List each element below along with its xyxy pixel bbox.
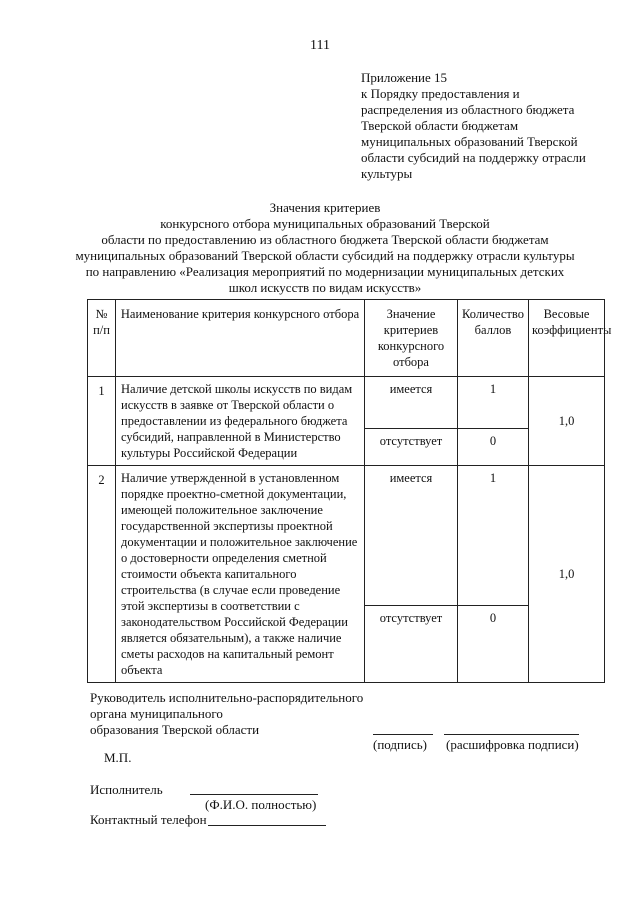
table-header-row [88, 300, 605, 377]
signature-label: (подпись) [373, 737, 427, 752]
header-score: Количество баллов [458, 300, 529, 377]
row-value-yes: имеется [365, 466, 458, 606]
executor-label: Исполнитель [90, 782, 163, 797]
title-line: по направлению «Реализация мероприятий по модернизации муниципальных детских [85, 264, 565, 279]
head-signature-block [90, 690, 390, 738]
row-num: 1 [88, 377, 116, 466]
row-criterion-name: Наличие утвержденной в установленном порядке проектно-сметной документации, имеющей положительное заключение государственной экспертизы проектной документации и положительное заключение о достоверности определения сметной стоимости объекта капитального строительства (в случае если проведение этой экспертизы в соответствии с законодательством Российской Федерации является обязательным), а также наличие сметы расходов на капитальный ремонт объекта [116, 466, 365, 683]
appendix-line: области субсидий на поддержку отрасли [361, 150, 586, 165]
appendix-line: Приложение 15 [361, 70, 448, 85]
phone-label: Контактный телефон [90, 812, 207, 827]
head-line: органа муниципального [90, 706, 223, 721]
row-score-no: 0 [458, 606, 529, 683]
signature-line [373, 734, 433, 735]
row-score-yes: 1 [458, 466, 529, 606]
page-number: 111 [310, 38, 330, 53]
row-criterion-name: Наличие детской школы искусств по видам искусств в заявке от Тверской области о предоставлении из федерального бюджета субсидий, направленной в Министерство культуры Российской Федерации [116, 377, 365, 466]
document-title [70, 200, 580, 296]
title-line: Значения критериев [269, 200, 381, 215]
title-line: конкурсного отбора муниципальных образований Тверской [160, 216, 490, 231]
header-num: № п/п [88, 300, 116, 377]
appendix-line: Тверской области бюджетам [361, 118, 519, 133]
head-line: Руководитель исполнительно-распорядительного [90, 690, 364, 705]
criteria-table [87, 299, 612, 683]
row-weight: 1,0 [529, 466, 605, 683]
appendix-line: распределения из областного бюджета [361, 102, 575, 117]
row-score-no: 0 [458, 429, 529, 466]
title-line: школ искусств по видам искусств» [228, 280, 422, 295]
row-num: 2 [88, 466, 116, 683]
table-row [88, 377, 605, 429]
table-row [88, 466, 605, 606]
row-score-yes: 1 [458, 377, 529, 429]
decoding-line [444, 734, 579, 735]
row-value-no: отсутствует [365, 429, 458, 466]
executor-line [190, 794, 318, 795]
header-name: Наименование критерия конкурсного отбора [116, 300, 365, 377]
appendix-reference [361, 70, 631, 182]
title-line: области по предоставлению из областного бюджета Тверской области бюджетам [101, 232, 549, 247]
head-line: образования Тверской области [90, 722, 260, 737]
fio-label: (Ф.И.О. полностью) [205, 797, 317, 812]
decoding-label: (расшифровка подписи) [446, 737, 579, 752]
appendix-line: муниципальных образований Тверской [361, 134, 578, 149]
row-value-no: отсутствует [365, 606, 458, 683]
header-value: Значение критериев конкурсного отбора [365, 300, 458, 377]
row-weight: 1,0 [529, 377, 605, 466]
header-weight: Весовые коэффициенты [529, 300, 605, 377]
title-line: муниципальных образований Тверской области субсидий на поддержку отрасли культуры [75, 248, 575, 263]
stamp-label: М.П. [104, 750, 132, 765]
row-value-yes: имеется [365, 377, 458, 429]
appendix-line: к Порядку предоставления и [361, 86, 520, 101]
appendix-line: культуры [361, 166, 413, 181]
phone-line [208, 825, 326, 826]
